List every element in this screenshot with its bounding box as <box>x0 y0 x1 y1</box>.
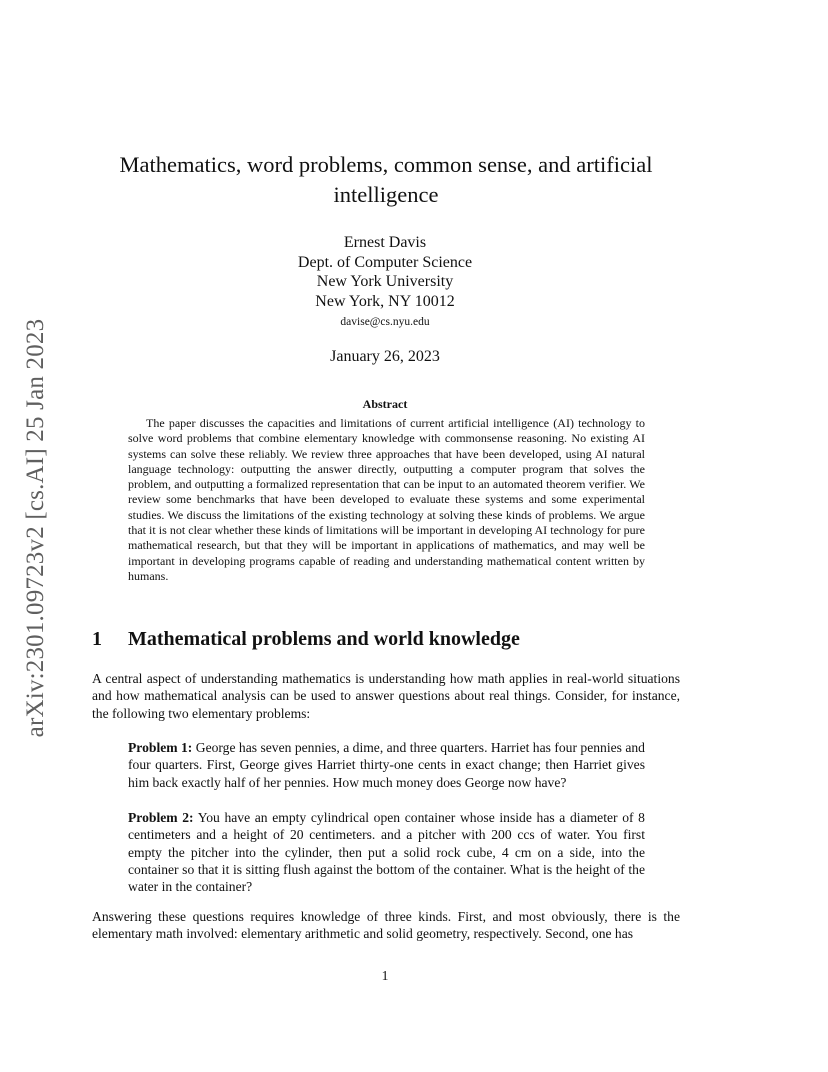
author-institution: New York University <box>316 273 454 290</box>
page-number: 1 <box>381 968 389 983</box>
author-name: Ernest Davis <box>343 234 427 251</box>
arxiv-identifier: arXiv:2301.09723v2 [cs.AI] 25 Jan 2023 <box>22 318 49 738</box>
problem-1-text: George has seven pennies, a dime, and three quarters. Harriet has four pennies and four quarters. First, George gives Harriet thirty-one cents in exact change; then Harriet gives him back exactly half of her pennies. How much money does George now have? <box>128 740 645 790</box>
problem-2 <box>128 809 645 895</box>
section-number: 1 <box>92 628 102 650</box>
paper-title: Mathematics, word problems, common sense, and artificial intelligence <box>119 152 653 207</box>
section-heading <box>92 628 520 651</box>
problem-2-text: You have an empty cylindrical open container whose inside has a diameter of 8 centimeters and a height of 20 centimeters. and a pitcher with 200 ccs of water. You first empty the pitcher into the cylinder, then put a solid rock cube, 4 cm on a side, into the container so that it is sitting flush against the bottom of the container. What is the height of the water in the container? <box>128 810 645 895</box>
abstract-heading: Abstract <box>362 397 408 411</box>
intro-paragraph: A central aspect of understanding mathematics is understanding how math applies in real-world situations and how mathematical analysis can be used to answer questions about real things. Consider, for instance, the following two elementary problems: <box>92 671 680 721</box>
author-block <box>0 233 770 332</box>
arxiv-sidebar <box>6 298 66 758</box>
author-department: Dept. of Computer Science <box>297 253 473 271</box>
section-title: Mathematical problems and world knowledge <box>128 628 520 650</box>
author-location: New York, NY 10012 <box>315 292 455 310</box>
problem-2-label: Problem 2: <box>128 810 194 825</box>
abstract-text: The paper discusses the capacities and limitations of current artificial intelligence (AI) technology to solve word problems that combine elementary knowledge with commonsense reasoning. No existing AI systems can solve these reliably. We review three approaches that have been developed, using AI natural language technology: outputting the answer directly, outputting a computer program that solves the problem, and outputting a formalized representation that can be input to an automated theorem verifier. We review some benchmarks that have been developed to evaluate these systems and some experimental studies. We discuss the limitations of the existing technology at solving these kinds of problems. We argue that it is not clear whether these kinds of limitations will be important in developing AI technology for pure mathematical research, but that they will be important in applications of mathematics, and may well be important in developing programs capable of reading and understanding mathematical content written by humans. <box>128 416 645 583</box>
closing-paragraph: Answering these questions requires knowledge of three kinds. First, and most obviously, there is the elementary math involved: elementary arithmetic and solid geometry, respectively. Second, one has <box>92 909 680 942</box>
problem-1-label: Problem 1: <box>128 740 193 755</box>
paper-date: January 26, 2023 <box>330 348 440 365</box>
problem-1 <box>128 739 645 791</box>
author-email: davise@cs.nyu.edu <box>340 316 430 328</box>
